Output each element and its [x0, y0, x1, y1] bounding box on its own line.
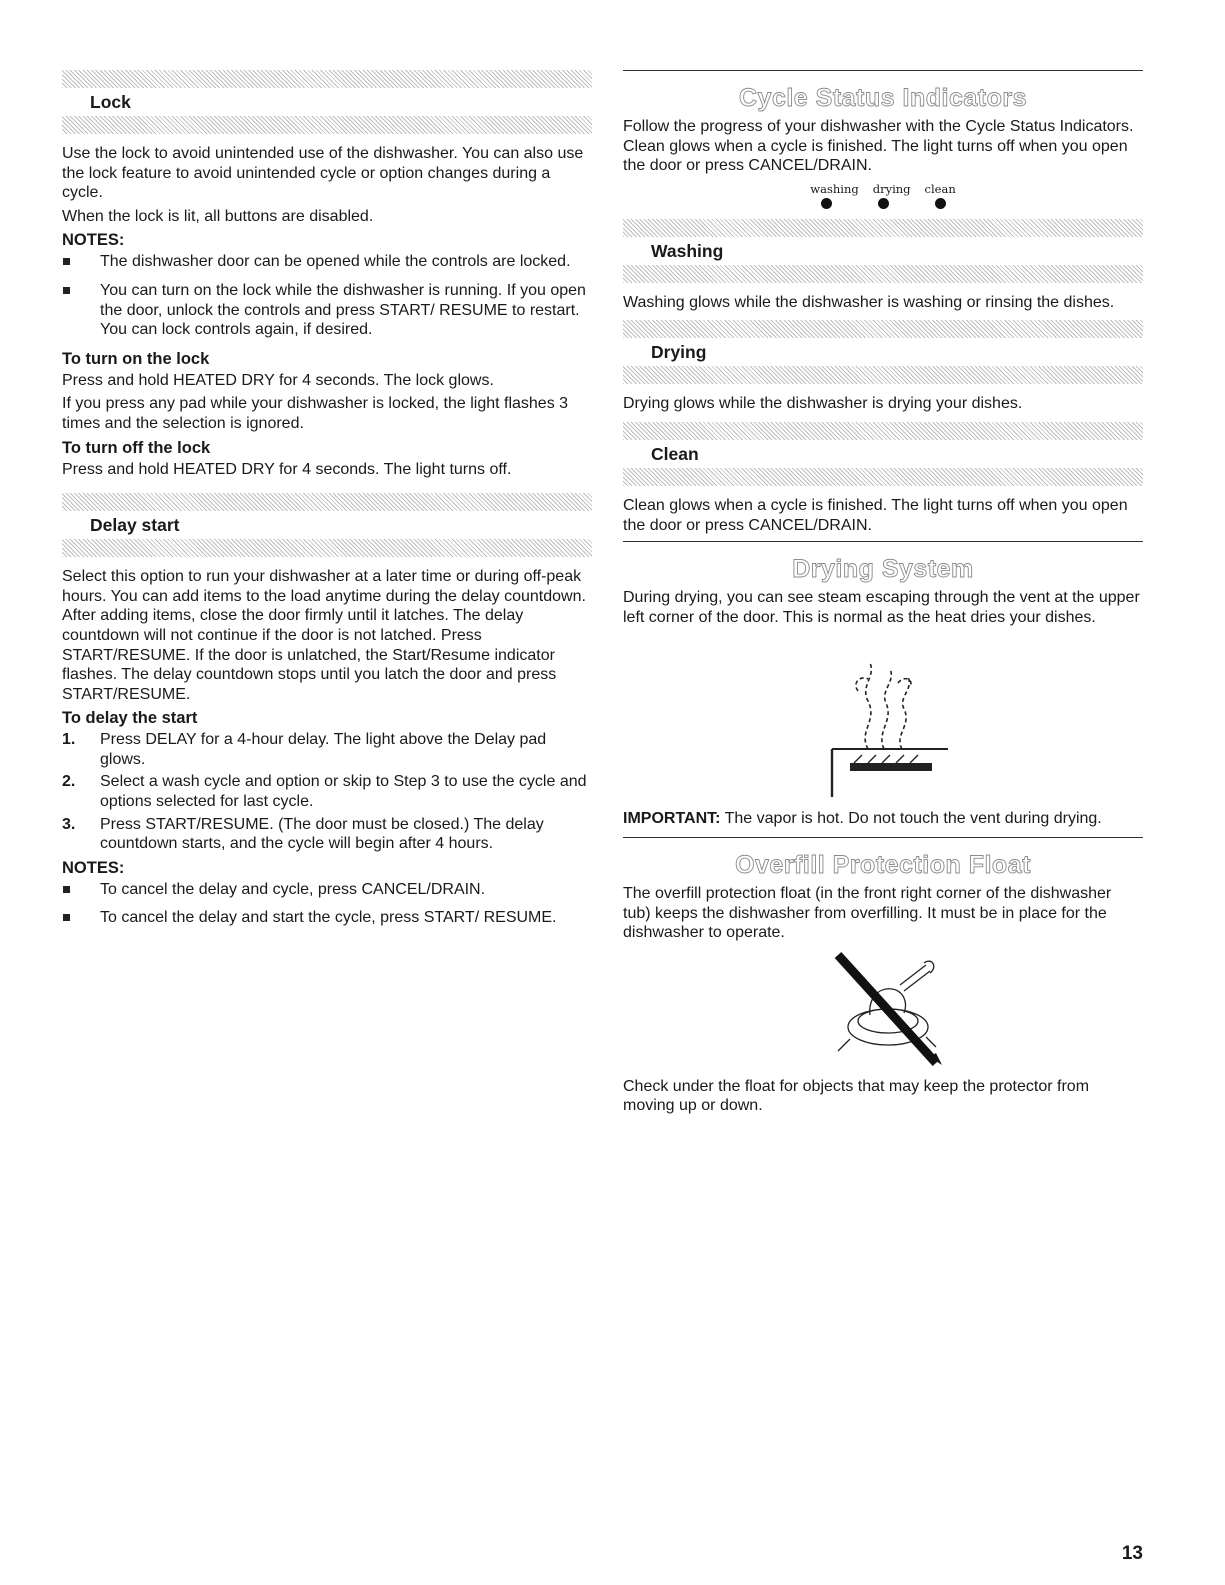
overfill-paragraph: The overfill protection float (in the front right corner of the dishwasher tub) keeps the dishwasher from overfilling. It must be in place for the dishwasher to operate. [623, 884, 1112, 942]
list-item: To cancel the delay and cycle, press CANCEL/DRAIN. [62, 880, 592, 900]
drying-system-title: Drying System [792, 555, 974, 584]
turn-off-heading: To turn off the lock [62, 438, 211, 457]
list-item: The dishwasher door can be opened while the controls are locked. [62, 252, 592, 272]
cycle-status-title: Cycle Status Indicators [739, 84, 1027, 112]
section-band [623, 265, 1143, 283]
indicator-light-drying [878, 198, 889, 209]
cycle-status-paragraph: Follow the progress of your dishwasher with the Cycle Status Indicators. Clean glows when a cycle is finished. The light turns off when you open the door or press CANCEL/DRAIN. [623, 118, 1134, 175]
lock-paragraph: If you press any pad while your dishwasher is locked, the light flashes 3 times and the selection is ignored. [62, 395, 569, 432]
delay-steps [62, 730, 592, 854]
step-number: 1. [62, 731, 76, 749]
delay-paragraph: Select this option to run your dishwasher at a later time or during off-peak hours. You can add items to the load anytime during the delay countdown. After adding items, close the door firmly until it latches. The delay countdown will not continue if the door is not latched. Press START/RESUME. If the door is unlatched, the Start/Resume indicator flashes. The delay countdown stops until you latch the door and press START/RESUME. [62, 568, 586, 703]
washing-heading: Washing [651, 240, 724, 261]
left-column [62, 70, 592, 937]
drying-heading: Drying [651, 342, 707, 363]
indicator-light-washing [821, 198, 832, 209]
section-band [62, 539, 592, 557]
cycle-indicators [623, 182, 1143, 209]
important-text: The vapor is hot. Do not touch the vent during drying. [720, 810, 1102, 828]
step-text: Select a wash cycle and option or skip to Step 3 to use the cycle and options selected for last cycle. [100, 773, 587, 811]
delay-heading: Delay start [90, 515, 180, 536]
delay-steps-heading: To delay the start [62, 709, 198, 728]
indicator-label-washing: washing [810, 181, 859, 196]
list-item: You can turn on the lock while the dishwasher is running. If you open the door, unlock the controls and press START/ RESUME to restart. You can lock controls again, if desired. [62, 281, 592, 340]
lock-paragraph: Press and hold HEATED DRY for 4 seconds. The lock glows. [62, 371, 494, 389]
overfill-title: Overfill Protection Float [735, 850, 1031, 879]
important-paragraph [623, 809, 1143, 829]
lock-paragraph: When the lock is lit, all buttons are disabled. [62, 207, 374, 225]
indicator-dots [623, 198, 1143, 209]
steam-vent-illustration [623, 631, 1143, 801]
clean-paragraph: Clean glows when a cycle is finished. The light turns off when you open the door or press CANCEL/DRAIN. [623, 496, 1128, 534]
section-band [623, 468, 1143, 486]
list-item [62, 772, 592, 811]
lock-heading: Lock [90, 92, 131, 112]
important-label: IMPORTANT: [623, 810, 721, 828]
indicator-labels [623, 182, 1143, 196]
overfill-float-icon [808, 947, 958, 1067]
turn-on-heading: To turn on the lock [62, 349, 210, 368]
indicator-label-drying: drying [872, 181, 911, 196]
lock-paragraph: Press and hold HEATED DRY for 4 seconds. The light turns off. [62, 460, 512, 478]
list-item [62, 730, 592, 769]
right-column [623, 70, 1143, 1120]
section-rule [623, 837, 1143, 838]
section-band [623, 219, 1143, 237]
section-band [623, 366, 1143, 384]
step-text: Press DELAY for a 4-hour delay. The light above the Delay pad glows. [100, 731, 547, 768]
washing-paragraph: Washing glows while the dishwasher is washing or rinsing the dishes. [623, 293, 1115, 311]
step-text: Press START/RESUME. (The door must be closed.) The delay countdown starts, and the cycle will begin after 4 hours. [100, 815, 544, 853]
steam-vent-icon [798, 631, 968, 801]
notes-label: NOTES: [62, 231, 125, 250]
overfill-float-illustration [623, 947, 1143, 1067]
delay-notes [62, 880, 592, 928]
notes-label: NOTES: [62, 858, 125, 877]
section-band [62, 70, 592, 88]
indicator-light-clean [935, 198, 946, 209]
step-number: 2. [62, 773, 76, 791]
overfill-paragraph: Check under the float for objects that may keep the protector from moving up or down. [623, 1077, 1090, 1115]
clean-heading: Clean [651, 443, 699, 464]
section-rule [623, 541, 1143, 542]
drying-system-paragraph: During drying, you can see steam escaping through the vent at the upper left corner of the door. This is normal as the heat dries your dishes. [623, 589, 1140, 626]
lock-notes [62, 252, 592, 339]
section-band [62, 116, 592, 134]
indicator-label-clean: clean [924, 181, 956, 196]
list-item: To cancel the delay and start the cycle, press START/ RESUME. [62, 908, 592, 928]
page-number: 13 [1121, 1543, 1143, 1564]
section-band [623, 422, 1143, 440]
step-number: 3. [62, 815, 76, 833]
section-rule [623, 70, 1143, 71]
list-item [62, 815, 592, 854]
section-band [62, 493, 592, 511]
lock-paragraph: Use the lock to avoid unintended use of the dishwasher. You can also use the lock feature to avoid unintended cycle or option changes during a cycle. [62, 145, 584, 202]
drying-paragraph: Drying glows while the dishwasher is drying your dishes. [623, 395, 1023, 413]
section-band [623, 320, 1143, 338]
